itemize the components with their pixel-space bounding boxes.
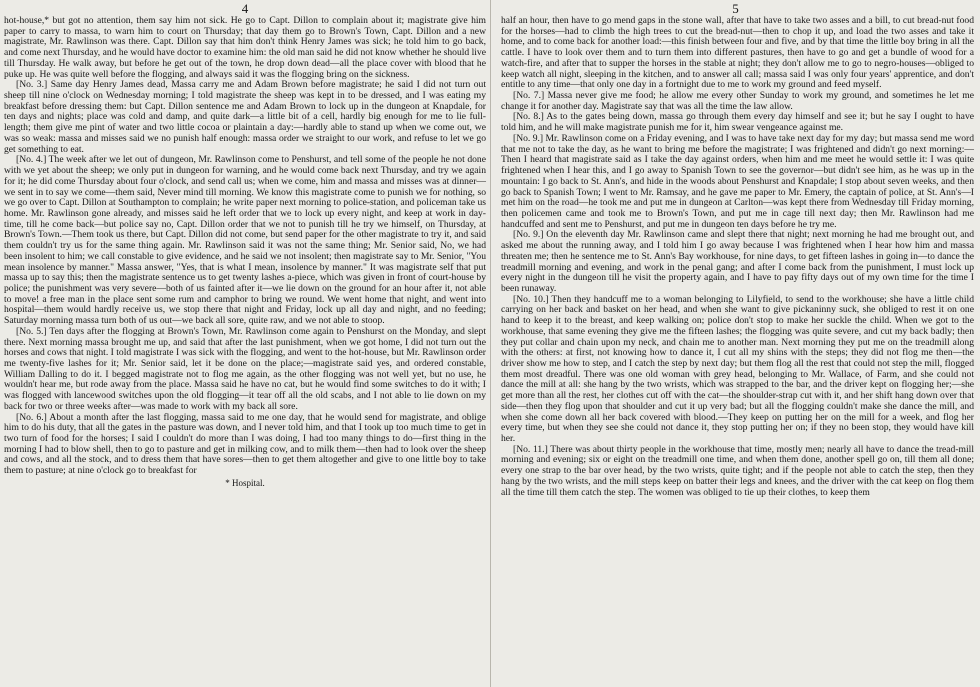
paragraph: [No. 8.] As to the gates being down, massa go through them every day himself and see it; but he say I ought to have told him, and he will make magistrate punish me for it, him swear vengeance against me.: [501, 111, 974, 134]
right-page: [491, 0, 980, 687]
footnote: * Hospital.: [225, 477, 265, 488]
paragraph: [No. 5.] Ten days after the flogging at Brown's Town, Mr. Rawlinson come again to Penshurst on the Monday, and slept there. Next morning massa brought me up, and said that after the last punishment, when we got home, I did not turn out the horses and cows that night. I told magistrate I was sick with the flogging, and went to the hot-house, but Mr. Rawlinson order me twenty-five lashes for it; Mr. Senior said, let it be done on the place;—magistrate said yes, and ordered constable, William Dalling to do it. I begged magistrate not to flog me again, as the other flogging was not well yet, but no use, he wouldn't hear me, but rode away from the place. Massa said he have no cat, but he would find some switches to do it with; I was flogged with lancewood switches upon the old flogging—it tear off all the old scabs, and I not able to lie down on my back for two or three weeks after—was made to work with my back all sore.: [4, 325, 486, 412]
paragraph: half an hour, then have to go mend gaps in the stone wall, after that have to take two asses and a bill, to cut bread-nut food for the horses—had to climb the high trees to cut the bread-nut—then to chop it up, and load the two asses and take it home, and to come back for another load:—this finish between four and five, and by that time the little boy bring in all the cattle. I have to look over them and to turn them into different pastures, then have to go and get a bundle of wood for a watch-fire, and after that to supper the horses in the stable at night; they don't allow me to go to negro-houses—obliged to keep watch all night, sleeping in the kitchen, and to answer all call; massa said I was only four years' apprentice, and don't entitle to any time—that only one day in a fortnight due to me to work my ground and feed myself.: [501, 15, 974, 91]
paragraph: [No. 9.] On the eleventh day Mr. Rawlinson came and slept there that night; next morning he had me brought out, and asked me about the running away, and I told him I go away because I was frightened when I hear how him and massa threaten me; then he sentence me to St. Ann's Bay workhouse, for nine days, to get fifteen lashes in going in—to dance the treadmill morning and evening, and work in the penal gang; and after I come back from the punishment, I must lock up every night in the dungeon till he visit the property again, and I have to pay fifty days out of my own time for the time I been runaway.: [501, 229, 974, 294]
paragraph: [No. 3.] Same day Henry James dead, Massa carry me and Adam Brown before magistrate; he said I did not turn out sheep till nine o'clock on Wednesday morning; I told magistrate the sheep was kept in to be dressed, and I was eating my breakfast before dressing them: but Capt. Dillon sentence me and Adam Brown to lock up in the dungeon at Knapdale, for ten days and nights; place was cold and damp, and quite dark—a little bit of a cell, hardly big enough for me to lie full-length; them give me pint of water and two little cocoa or plaintain a day:—hardly able to stand up when we come out, we was so weak: massa and misses said we no punish half enough: massa order we straight to our work, and refuse to let we go get something to eat.: [4, 79, 486, 155]
page-number: 4: [241, 1, 249, 16]
paragraph: [No. 4.] The week after we let out of dungeon, Mr. Rawlinson come to Penshurst, and tell some of the people he not done with we yet about the sheep; we only put in dungeon for warning, and he would come back next Thursday, and try we again for it; he did come Thursday about four o'clock, and send call us; when we come, him and massa and misses was at dinner—we sent in to say we come—them said, Never mind till morning. We know this magistrate come to punish we for nothing, so we go over to Capt. Dillon at Southampton to complain; he write paper next morning to police-station, and policeman take us home. Mr. Rawlinson gone already, and misses said he left order that we to lock up every night, and keep at work in day-time, till he come back—but police say no, Capt. Dillon order that we not to punish till he try we himself, on Thursday, at Brown's Town.—Them took us there, but Capt. Dillon did not come, but send paper for the other magistrate to try it, and said them couldn't try us for the same thing again. Mr. Rawlinson said it was not the same thing; Mr. Senior said, No, we had been insolent to him; we call constable to give evidence, and he said we not insolent; then magistrate say to Mr. Senior, "You mean insolence by manner." Massa answer, "Yes, that is what I mean, insolence by manner." It was magistrate self that put massa up to say this; then the magistrate sentence us to get twenty lashes a-piece, which was given in front of court-house by police; the punishment was very severe—both of us fainted after it—we lie down on the ground for an hour after it, not able to move! a free man in the place sent some rum and camphor to bring we round. We went home that night, and went into hospital—them would hardly receive us, we stop there that night and Friday, lock up all day and night, and no feeding; Saturday morning massa turn both of us out—we back all sore, quite raw, and we not able to stoop.: [4, 154, 486, 327]
paragraph: [No. 9.] Mr. Rawlinson come on a Friday evening, and I was to have take next day for my day; but massa send me word that me not to take the day, as he want to bring me before the magistrate; I was frightened and didn't go next morning:—Then I heard that magistrate said as I take the day against orders, when him and me meet he would settle it: I was quite frightened when I hear this, and I go away to Spanish Town to see the governor—but didn't see him, as he was up in the mountain: I go back to St. Ann's, and hide in the woods about Penshurst and Knapdale; I stop about seven weeks, and then go back to Spanish Town; I went to Mr. Ramsay, and he gave me paper to Mr. Emery, the captain of police, at St. Ann's—I met him on the road—he took me and put me in dungeon at Carlton—was kept there from Wednesday till Friday morning, then policemen came and took me to Brown's Town, and put me in cage till next day; then Mr. Rawlinson had me handcuffed and sent me to Penshurst, and put me in dungeon ten days before he try me.: [501, 132, 974, 230]
paragraph: [No. 11.] There was about thirty people in the workhouse that time, mostly men; nearly all have to dance the tread-mill morning and evening; six or eight on the treadmill one time, and when them done, another spell go on, till them all done; every one strap to the bar over head, by the two wrists, quite tight; and if the people not able to catch the step, then they hang by the two wrists, and the mill steps keep on batter their legs and knees, and the driver with the cat keep on flog them all the time till them catch the step. The women was obliged to tie up their clothes, to keep them: [501, 443, 974, 498]
paragraph: [No. 10.] Then they handcuff me to a woman belonging to Lilyfield, to send to the workhouse; she have a little child carrying on her back and basket on her head, and when she want to give pickaninny suck, she obliged to rest it on one hand to keep it to the breast, and keep walking on; police don't stop to make her suckle the child. When we got to the workhouse, that same evening they give me the fifteen lashes; the flogging was quite severe, and cut my back badly; then they put collar and chain upon my neck, and chain me to another man. Next morning they put me on the treadmill along with the others: at first, not knowing how to dance it, I cut all my shins with the steps; they did not flog me then—the driver show me how to step, and I catch the step by next day; but them flog all the rest that could not step the mill, flogged them most dreadful. There was one old woman with grey head, belonging to Mr. Wallace, of Farm, and she could not dance the mill at all: she hang by the two wrists, which was strapped to the bar, and the driver kept on flogging her;—she get more than all the rest, her clothes cut off with the cat—the shoulder-strap cut with it, and her shift hang down over that side—then they flog upon that shoulder and cut it up very bad; but all the flogging couldn't make she dance the mill, and when she come down all her back covered with blood.—They keep on putting her on the mill for a week, and flog her every time, but when they see she could not dance it, they stop putting her on; if they no been stop, they would have kill her.: [501, 293, 974, 445]
page-body: [0, 16, 490, 488]
paragraph: [No. 7.] Massa never give me food; he allow me every other Sunday to work my ground, and sometimes he let me change it for another day. Magistrate say that was all the time the law allow.: [501, 90, 974, 112]
page-number: 5: [732, 1, 739, 16]
paragraph: [No. 6.] About a month after the last flogging, massa said to me one day, that he would send for magistrate, and oblige him to do his duty, that all the gates in the pasture was down, and I never told him, and that I took up too much time to get in two turn of food for the horses; I said I couldn't do more than I was doing, I had too many things to do—first thing in the morning I had to blow shell, then to go to pasture and get in milking cow, and to milk them—then had to look over the sheep and cows, and all the stock, and to dress them that have sores—then to get them altogether and give to one little boy to take them to pasture; at nine o'clock go to breakfast for: [4, 411, 486, 477]
page-body: [491, 16, 980, 498]
paragraph: hot-house,* but got no attention, them say him not sick. He go to Capt. Dillon to complain about it; magistrate give him paper to carry to massa, to warn him to court on Thursday; that day them go to Brown's Town, Capt. Dillon and a new magistrate, Mr. Rawlinson was there. Capt. Dillon say that him don't think Henry James was sick; he told him to go back, and come next Thursday, and he would have doctor to examine him: the old man said he did not know whether he should live till Thursday. He walk away, but before he get out of the town, he drop down dead—all the place cover with blood that he puke up. He was quite well before the flogging, and always said it was the flogging bring on the sickness.: [4, 15, 486, 80]
